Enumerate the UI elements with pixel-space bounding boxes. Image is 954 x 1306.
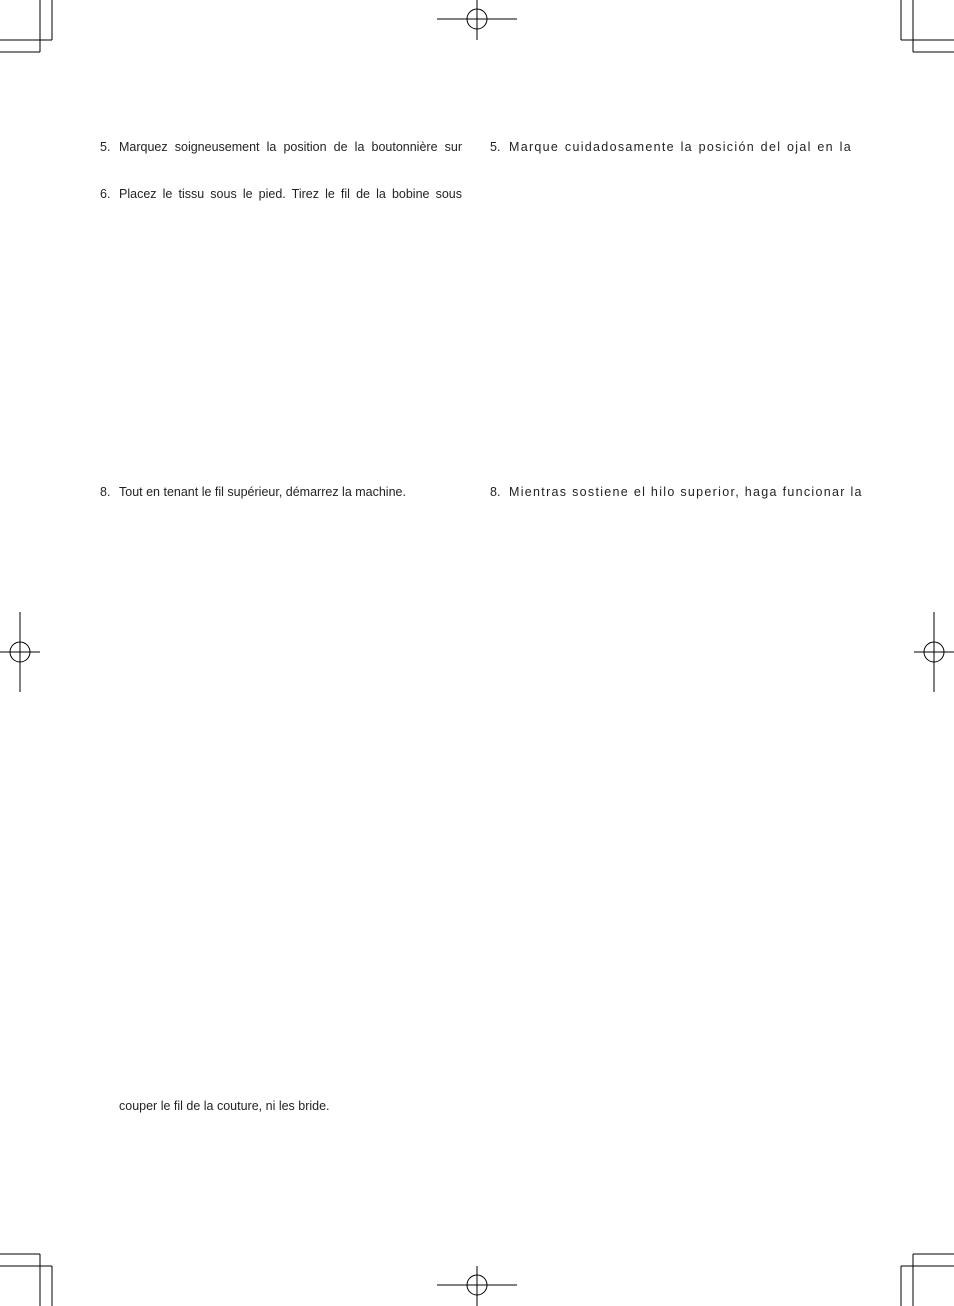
fr-tail-text: couper le fil de la couture, ni les bride. xyxy=(119,1099,330,1113)
fr-step-6-text: Placez le tissu sous le pied. Tirez le fil de la bobine sous xyxy=(119,187,462,201)
es-step-8-text: Mientras sostiene el hilo superior, haga funcionar la xyxy=(509,485,863,499)
fr-step-8-number: 8. xyxy=(100,485,111,499)
fr-continuation-text xyxy=(119,1099,330,1114)
fr-step-8-text: Tout en tenant le fil supérieur, démarrez la machine. xyxy=(119,485,406,499)
fr-step-5-text: Marquez soigneusement la position de la boutonnière sur xyxy=(119,140,462,154)
fr-step-5-number: 5. xyxy=(100,140,111,154)
fr-step-6-number: 6. xyxy=(100,187,111,201)
es-step-8-number: 8. xyxy=(490,485,501,499)
es-step-5-number: 5. xyxy=(490,140,501,154)
es-step-5-text: Marque cuidadosamente la posición del ojal en la xyxy=(509,140,852,154)
